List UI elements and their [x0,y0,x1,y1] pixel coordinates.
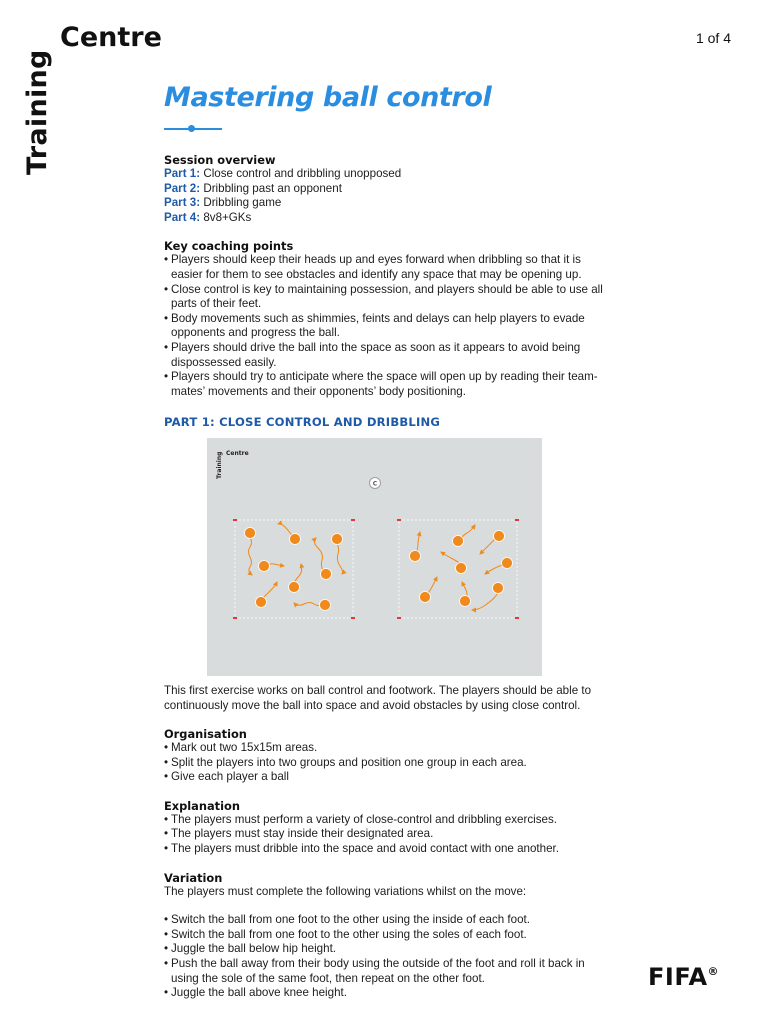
cone-marker [515,519,519,521]
brand-training-wordmark: Training [22,49,53,175]
pitch-background [207,438,542,676]
cone-marker [233,617,237,619]
session-part-item [164,196,612,211]
page-number: 1 of 4 [695,30,731,46]
variation-item: • Push the ball away from their body using the outside of the foot and roll it back in using the sole of the same foot, then repeat on the other foot. [164,957,612,986]
registered-mark: ® [707,965,720,978]
key-coaching-points-heading: Key coaching points [164,239,294,254]
page-title: Mastering ball control [164,82,492,113]
player-marker [494,530,505,541]
key-coaching-points-list [164,253,612,399]
diagram-brand-centre: Centre [226,449,249,457]
organisation-item: • Split the players into two groups and position one group in each area. [164,756,612,771]
fifa-logo [648,963,719,991]
fifa-logo-text: FIFA [648,963,708,991]
coaching-point-item: • Players should drive the ball into the space as soon as it appears to avoid being dispossessed easily. [164,341,612,370]
explanation-item: • The players must stay inside their designated area. [164,827,612,842]
session-part-text: Dribbling game [203,196,282,210]
session-overview-list [164,167,612,225]
session-overview-heading: Session overview [164,153,276,167]
cone-marker [351,519,355,521]
player-marker [460,595,471,606]
organisation-heading: Organisation [164,727,247,742]
variation-heading: Variation [164,870,223,885]
player-marker [259,560,270,571]
player-marker [256,596,267,607]
player-marker [245,527,256,538]
cone-marker [397,519,401,521]
session-part-item [164,182,612,197]
session-part-item [164,167,612,182]
coaching-point-item: • Players should keep their heads up and eyes forward when dribbling so that it is easier for them to see obstacles and identify any space that may be opening up. [164,253,612,282]
session-part-item [164,211,612,226]
part1-heading: PART 1: CLOSE CONTROL AND DRIBBLING [164,415,441,430]
variation-item: • Juggle the ball below hip height. [164,942,612,957]
coaching-point-item: • Body movements such as shimmies, feints and delays can help players to evade opponents and progress the ball. [164,312,612,341]
variation-intro: The players must complete the following variations whilst on the move: [164,884,527,898]
player-marker [410,550,421,561]
part1-intro: This first exercise works on ball control and footwork. The players should be able to continuously move the ball into space and avoid obstacles by using close control. [164,683,592,712]
variation-item: • Switch the ball from one foot to the other using the inside of each foot. [164,913,612,928]
session-part-text: 8v8+GKs [203,210,252,224]
cone-marker [351,617,355,619]
variation-list [164,913,612,1001]
session-part-text: Close control and dribbling unopposed [203,167,402,180]
session-part-label: Part 1: [164,167,201,180]
organisation-item: • Mark out two 15x15m areas. [164,741,612,756]
explanation-item: • The players must dribble into the space and avoid contact with one another. [164,842,612,857]
explanation-item: • The players must perform a variety of close-control and dribbling exercises. [164,813,612,828]
organisation-list [164,741,612,785]
session-part-text: Dribbling past an opponent [203,181,342,195]
player-marker [502,557,513,568]
title-divider-dot [188,125,195,132]
cone-marker [515,617,519,619]
variation-item: • Juggle the ball above knee height. [164,986,612,1001]
player-marker [289,581,300,592]
diagram-brand-training: Training [216,451,223,479]
player-marker [456,562,467,573]
session-part-label: Part 2: [164,181,201,195]
coaching-point-item: • Close control is key to maintaining possession, and players should be able to use all parts of their feet. [164,283,612,312]
player-marker [320,599,331,610]
drill-diagram [207,438,542,676]
explanation-list [164,813,612,857]
player-marker [321,568,332,579]
player-marker [453,535,464,546]
player-marker [290,533,301,544]
session-part-label: Part 4: [164,210,201,224]
coach-label: C [372,480,378,488]
variation-item: • Switch the ball from one foot to the other using the soles of each foot. [164,928,612,943]
player-marker [420,591,431,602]
organisation-item: • Give each player a ball [164,770,612,785]
explanation-heading: Explanation [164,798,240,813]
coaching-point-item: • Players should try to anticipate where the space will open up by reading their team-mates’ movements and their opponents’ body positioning. [164,370,612,399]
coach-marker [370,477,381,488]
cone-marker [233,519,237,521]
brand-centre-wordmark: Centre [60,22,162,53]
session-part-label: Part 3: [164,196,201,210]
player-marker [493,582,504,593]
main-content [164,153,612,1001]
player-marker [332,533,343,544]
cone-marker [397,617,401,619]
